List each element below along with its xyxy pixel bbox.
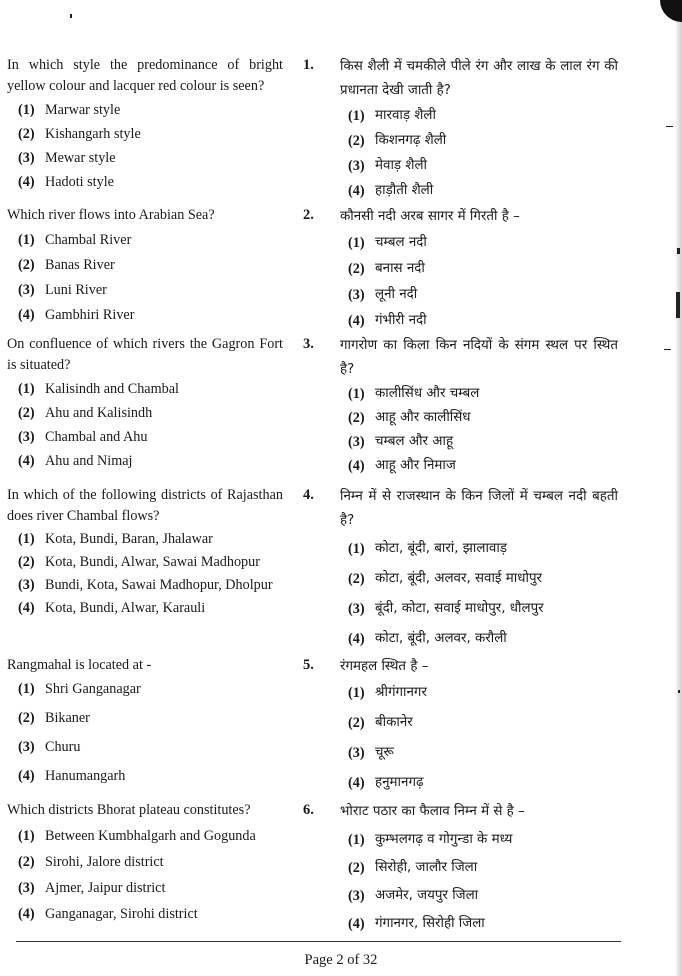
- question-5-hindi: [340, 655, 618, 795]
- question-number: 4.: [303, 487, 314, 503]
- option-1: [7, 826, 283, 847]
- question-2-english: [7, 205, 283, 326]
- option-label: (3): [18, 577, 35, 593]
- option-4: [7, 766, 283, 787]
- option-label: (3): [18, 739, 35, 755]
- option-3: [7, 737, 283, 758]
- option-text: Mewar style: [45, 150, 116, 166]
- option-label: (1): [18, 102, 35, 118]
- question-6-english: [7, 800, 283, 925]
- option-1: [7, 679, 283, 700]
- option-text: आहू और निमाज: [375, 458, 456, 473]
- question-stem-english: Which districts Bhorat plateau constitutes?: [7, 802, 251, 818]
- option-4: [7, 598, 283, 619]
- option-3: [7, 575, 283, 596]
- question-2-hindi: [340, 205, 618, 333]
- option-4: [340, 627, 618, 651]
- option-3: [340, 154, 618, 178]
- option-3: [340, 884, 618, 908]
- question-5-english: [7, 655, 283, 787]
- question-stem-hindi: किस शैली में चमकीले पीले रंग और लाख के लाल रंग की प्रधानता देखी जाती है?: [340, 59, 618, 98]
- option-label: (2): [18, 554, 35, 570]
- question-stem-english: Which river flows into Arabian Sea?: [7, 207, 215, 223]
- option-text: हाड़ौती शैली: [375, 183, 434, 198]
- option-2: [7, 708, 283, 729]
- option-label: (2): [18, 854, 35, 870]
- option-3: [340, 741, 618, 765]
- option-text: बीकानेर: [375, 715, 413, 730]
- option-label: (2): [348, 410, 365, 426]
- option-text: कुम्भलगढ़ व गोगुन्डा के मध्य: [375, 832, 513, 847]
- option-label: (4): [348, 916, 365, 932]
- option-1: [7, 379, 283, 400]
- option-3: [7, 427, 283, 448]
- question-stem-english: Rangmahal is located at -: [7, 657, 152, 673]
- option-text: Bikaner: [45, 710, 90, 726]
- option-text: कोटा, बूंदी, अलवर, सवाई माधोपुर: [375, 571, 543, 586]
- option-text: चम्बल नदी: [375, 235, 427, 250]
- option-text: Bundi, Kota, Sawai Madhopur, Dholpur: [45, 577, 273, 593]
- option-label: (4): [348, 458, 365, 474]
- option-label: (1): [348, 108, 365, 124]
- option-3: [340, 283, 618, 307]
- option-label: (4): [18, 768, 35, 784]
- option-text: लूनी नदी: [375, 287, 418, 302]
- option-text: मारवाड़ शैली: [375, 108, 436, 123]
- option-text: Chambal River: [45, 232, 132, 248]
- option-label: (3): [18, 429, 35, 445]
- option-text: Between Kumbhalgarh and Gogunda: [45, 828, 256, 844]
- question-number: 2.: [303, 207, 314, 223]
- option-2: [7, 124, 283, 145]
- option-label: (2): [18, 257, 35, 273]
- option-text: Kota, Bundi, Alwar, Karauli: [45, 600, 206, 616]
- option-label: (1): [18, 681, 35, 697]
- option-label: (3): [18, 150, 35, 166]
- question-6-hindi: [340, 800, 618, 936]
- option-label: (2): [348, 133, 365, 149]
- question-1-english: [7, 55, 283, 193]
- option-text: Ganganagar, Sirohi district: [45, 906, 198, 922]
- option-text: Hadoti style: [45, 174, 114, 190]
- option-label: (2): [348, 860, 365, 876]
- option-4: [340, 771, 618, 795]
- option-label: (4): [18, 174, 35, 190]
- option-text: आहू और कालीसिंध: [375, 410, 471, 425]
- option-text: कोटा, बूंदी, अलवर, करौली: [375, 631, 507, 646]
- option-label: (1): [348, 386, 365, 402]
- option-label: (1): [18, 531, 35, 547]
- option-label: (1): [348, 832, 365, 848]
- option-4: [340, 912, 618, 936]
- question-4-hindi: [340, 485, 618, 651]
- option-1: [7, 529, 283, 550]
- option-label: (1): [18, 381, 35, 397]
- option-label: (2): [18, 710, 35, 726]
- option-text: Marwar style: [45, 102, 121, 118]
- option-2: [7, 403, 283, 424]
- option-2: [340, 856, 618, 880]
- option-label: (1): [18, 232, 35, 248]
- question-number: 5.: [303, 657, 314, 673]
- option-1: [7, 100, 283, 121]
- option-label: (1): [348, 685, 365, 701]
- option-1: [340, 828, 618, 852]
- option-2: [340, 129, 618, 153]
- question-stem-hindi: निम्न में से राजस्थान के किन जिलों में चम्बल नदी बहती है?: [340, 489, 618, 528]
- option-label: (4): [348, 313, 365, 329]
- option-text: Shri Ganganagar: [45, 681, 141, 697]
- option-label: (4): [348, 183, 365, 199]
- option-text: Ajmer, Jaipur district: [45, 880, 166, 896]
- option-text: Banas River: [45, 257, 115, 273]
- question-stem-hindi: गागरोण का किला किन नदियों के संगम स्थल पर स्थित है?: [340, 338, 618, 377]
- option-text: Kota, Bundi, Baran, Jhalawar: [45, 531, 213, 547]
- option-2: [340, 257, 618, 281]
- option-1: [7, 230, 283, 251]
- question-1-hindi: [340, 55, 618, 203]
- option-text: श्रीगंगानगर: [375, 685, 427, 700]
- option-text: Ahu and Kalisindh: [45, 405, 153, 421]
- option-4: [7, 305, 283, 326]
- option-text: कालीसिंध और चम्बल: [375, 386, 480, 401]
- option-text: Sirohi, Jalore district: [45, 854, 164, 870]
- option-label: (3): [348, 434, 365, 450]
- option-2: [340, 406, 618, 430]
- question-stem-hindi: भोराट पठार का फैलाव निम्न में से है –: [340, 804, 525, 819]
- option-1: [340, 537, 618, 561]
- option-3: [7, 280, 283, 301]
- option-2: [340, 711, 618, 735]
- question-4-english: [7, 485, 283, 619]
- option-text: बनास नदी: [375, 261, 425, 276]
- option-text: हनुमानगढ़: [375, 775, 424, 790]
- option-label: (3): [18, 880, 35, 896]
- option-text: गंगानगर, सिरोही जिला: [375, 916, 485, 931]
- option-label: (4): [348, 631, 365, 647]
- option-4: [7, 172, 283, 193]
- option-text: अजमेर, जयपुर जिला: [375, 888, 479, 903]
- option-label: (3): [348, 601, 365, 617]
- option-text: किशनगढ़ शैली: [375, 133, 447, 148]
- option-2: [340, 567, 618, 591]
- option-1: [340, 104, 618, 128]
- option-text: चूरू: [375, 745, 394, 760]
- option-4: [7, 904, 283, 925]
- option-label: (4): [18, 906, 35, 922]
- option-text: बूंदी, कोटा, सवाई माधोपुर, धौलपुर: [375, 601, 544, 616]
- option-text: सिरोही, जालौर जिला: [375, 860, 478, 875]
- option-text: Churu: [45, 739, 81, 755]
- option-label: (3): [348, 888, 365, 904]
- option-text: Kota, Bundi, Alwar, Sawai Madhopur: [45, 554, 260, 570]
- option-2: [7, 552, 283, 573]
- option-text: Ahu and Nimaj: [45, 453, 133, 469]
- option-label: (2): [348, 261, 365, 277]
- option-text: कोटा, बूंदी, बारां, झालावाड़: [375, 541, 508, 556]
- option-label: (1): [348, 235, 365, 251]
- question-number: 3.: [303, 336, 314, 352]
- question-3-hindi: [340, 334, 618, 478]
- option-text: Kalisindh and Chambal: [45, 381, 179, 397]
- option-2: [7, 255, 283, 276]
- option-3: [340, 430, 618, 454]
- option-label: (1): [18, 828, 35, 844]
- page-number: Page 2 of 32: [304, 952, 378, 968]
- option-4: [7, 451, 283, 472]
- option-text: Gambhiri River: [45, 307, 135, 323]
- question-number: 1.: [303, 57, 314, 73]
- option-text: चम्बल और आहू: [375, 434, 454, 449]
- option-label: (3): [348, 287, 365, 303]
- footer-divider: [16, 941, 621, 942]
- option-text: Chambal and Ahu: [45, 429, 148, 445]
- option-label: (3): [348, 745, 365, 761]
- question-stem-english: On confluence of which rivers the Gagron Fort is situated?: [7, 336, 283, 373]
- option-label: (2): [348, 715, 365, 731]
- option-3: [340, 597, 618, 621]
- option-text: Luni River: [45, 282, 107, 298]
- question-stem-hindi: कौनसी नदी अरब सागर में गिरती है –: [340, 209, 520, 224]
- option-1: [340, 231, 618, 255]
- option-text: Kishangarh style: [45, 126, 141, 142]
- option-label: (3): [348, 158, 365, 174]
- option-label: (4): [18, 453, 35, 469]
- option-1: [340, 681, 618, 705]
- option-label: (2): [348, 571, 365, 587]
- option-label: (3): [18, 282, 35, 298]
- option-1: [340, 382, 618, 406]
- question-stem-hindi: रंगमहल स्थित है –: [340, 659, 429, 674]
- question-stem-english: In which style the predominance of bright yellow colour and lacquer red colour is seen?: [7, 57, 283, 94]
- option-3: [7, 878, 283, 899]
- option-label: (4): [18, 600, 35, 616]
- option-3: [7, 148, 283, 169]
- option-2: [7, 852, 283, 873]
- option-4: [340, 454, 618, 478]
- question-stem-english: In which of the following districts of Rajasthan does river Chambal flows?: [7, 487, 283, 524]
- question-3-english: [7, 334, 283, 472]
- option-label: (4): [348, 775, 365, 791]
- option-4: [340, 309, 618, 333]
- option-label: (1): [348, 541, 365, 557]
- option-label: (4): [18, 307, 35, 323]
- option-label: (2): [18, 405, 35, 421]
- option-4: [340, 179, 618, 203]
- option-label: (2): [18, 126, 35, 142]
- option-text: गंभीरी नदी: [375, 313, 427, 328]
- option-text: Hanumangarh: [45, 768, 126, 784]
- option-text: मेवाड़ शैली: [375, 158, 427, 173]
- question-number: 6.: [303, 802, 314, 818]
